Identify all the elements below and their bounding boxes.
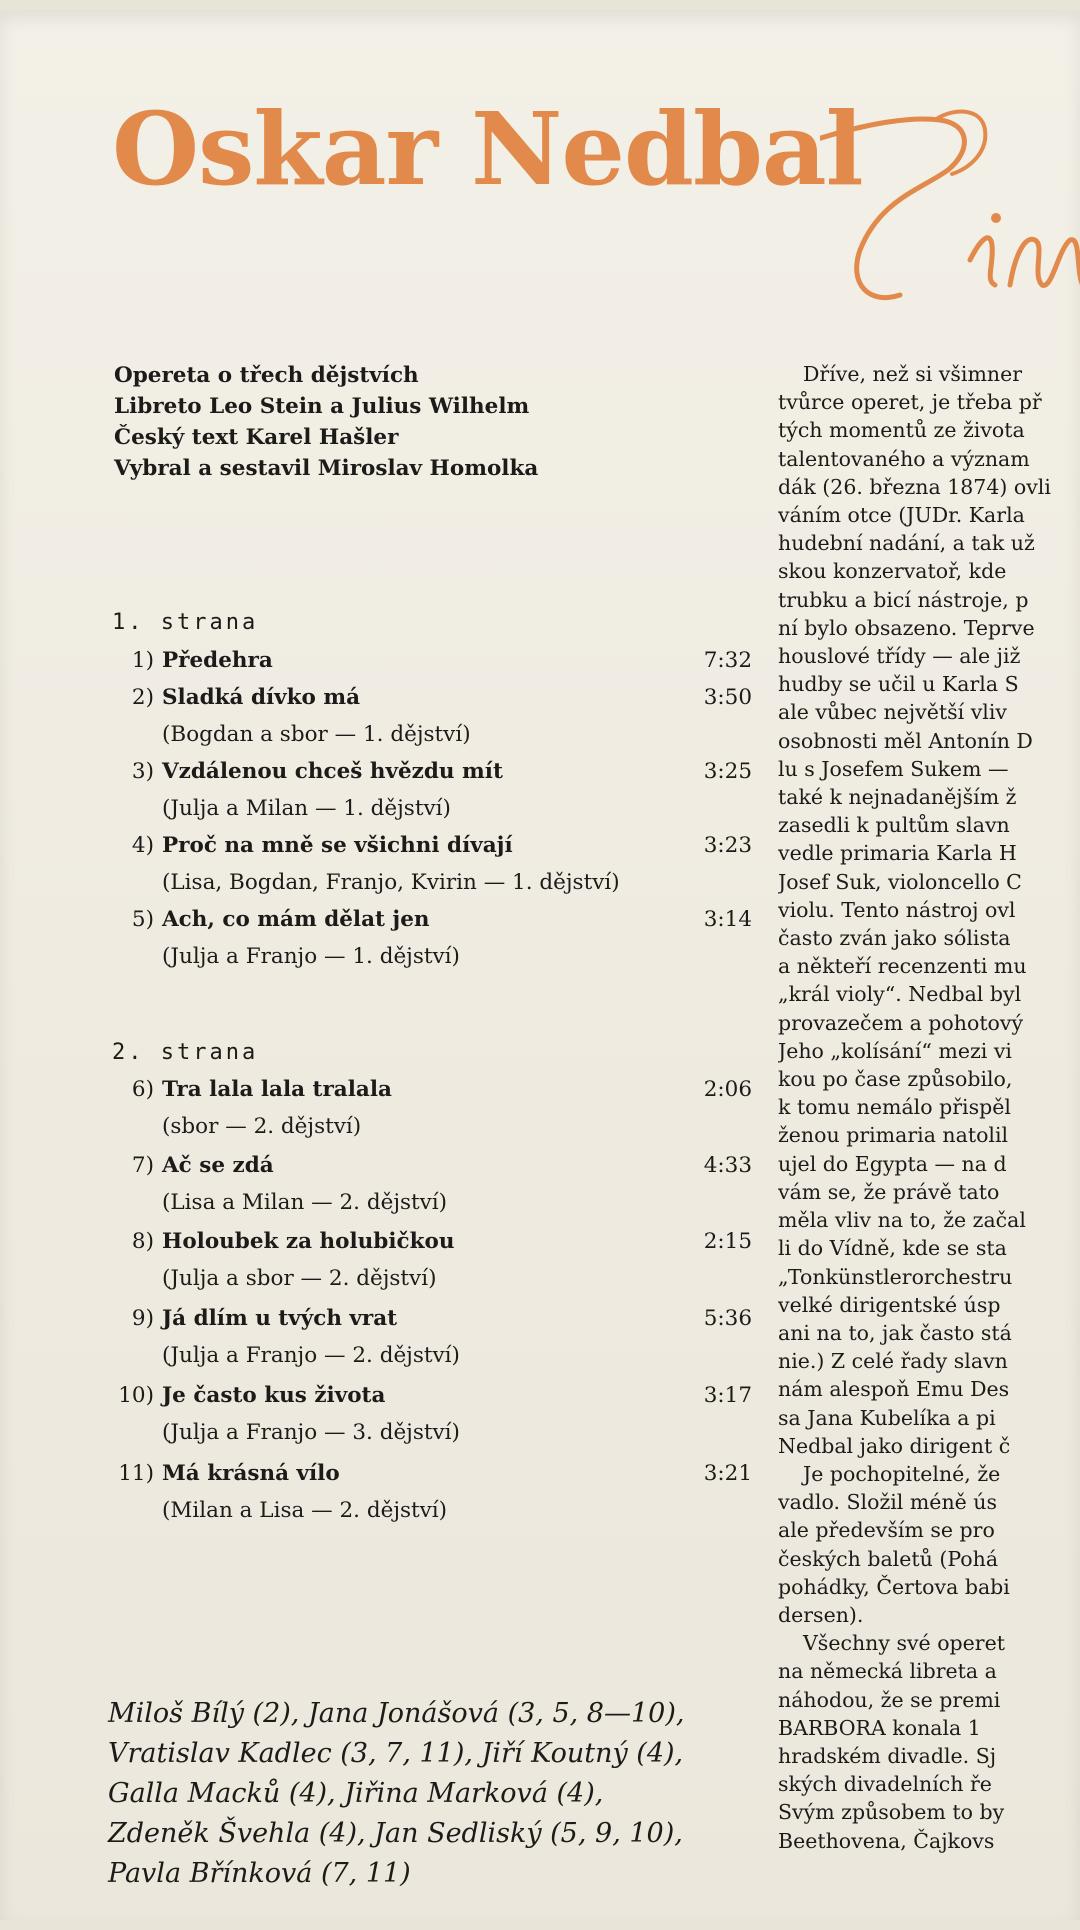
- track-performers: (Julja a Franjo — 1. dějství): [162, 944, 460, 969]
- liner-notes-line: na německá libreta a: [778, 1659, 997, 1684]
- track-time: 7:32: [703, 648, 752, 673]
- liner-notes-line: hudby se učil u Karla S: [778, 672, 1019, 697]
- liner-notes-line: violu. Tento nástroj ovl: [778, 897, 1016, 922]
- track-number: 11): [118, 1461, 154, 1486]
- liner-notes-line: ale především se pro: [778, 1518, 995, 1543]
- track-performers: (Lisa, Bogdan, Franjo, Kvirin — 1. dějství): [162, 870, 620, 895]
- track-performers: (Julja a Milan — 1. dějství): [162, 796, 451, 821]
- liner-notes-line: Je pochopitelné, že: [803, 1461, 1001, 1486]
- performers-list: [108, 1694, 684, 1894]
- track-number: 3): [131, 759, 154, 784]
- liner-notes-line: měla vliv na to, že začal: [778, 1208, 1026, 1233]
- side2-title: 2. strana: [112, 1040, 259, 1065]
- credit-line: Český text Karel Hašler: [114, 425, 399, 450]
- track-time: 3:23: [703, 833, 752, 858]
- track-row: [112, 1153, 752, 1215]
- liner-notes-line: vedle primaria Karla H: [778, 841, 1017, 866]
- track-performers: (sbor — 2. dějství): [162, 1114, 362, 1139]
- liner-notes-line: sa Jana Kubelíka a pi: [778, 1405, 996, 1430]
- liner-notes-line: k tomu nemálo přispěl: [778, 1095, 1011, 1120]
- performer-line: Galla Macků (4), Jiřina Marková (4),: [108, 1778, 604, 1809]
- liner-notes-line: velké dirigentské úsp: [778, 1292, 1001, 1317]
- liner-notes-line: nie.) Z celé řady slavn: [778, 1349, 1008, 1374]
- liner-notes-line: tvůrce operet, je třeba př: [778, 390, 1042, 415]
- track-name: Má krásná vílo: [162, 1461, 340, 1486]
- liner-notes-line: „Tonkünstlerorchestru: [778, 1264, 1013, 1289]
- track-row: [112, 1306, 752, 1368]
- track-row: [112, 833, 752, 895]
- credit-line: Vybral a sestavil Miroslav Homolka: [114, 456, 539, 481]
- liner-notes-line: osobnosti měl Antonín D: [778, 728, 1033, 753]
- liner-notes-line: ani na to, jak často stá: [778, 1320, 1012, 1345]
- track-number: 8): [131, 1229, 154, 1254]
- liner-notes-line: ní bylo obsazeno. Teprve: [778, 615, 1035, 640]
- track-time: 5:36: [703, 1306, 752, 1331]
- liner-notes-line: li do Vídně, kde se sta: [778, 1236, 1007, 1261]
- track-number: 9): [131, 1306, 154, 1331]
- performer-line: Vratislav Kadlec (3, 7, 11), Jiří Koutný (4),: [108, 1738, 684, 1769]
- liner-notes-line: ských divadelních ře: [778, 1772, 992, 1797]
- track-time: 2:06: [703, 1077, 752, 1102]
- track-row: [112, 685, 752, 747]
- track-number: 10): [118, 1383, 154, 1408]
- booklet-page: [0, 10, 1080, 1920]
- liner-notes-line: Beethovena, Čajkovs: [778, 1828, 995, 1853]
- liner-notes-line: často zván jako sólista: [778, 926, 1011, 951]
- track-number: 6): [131, 1077, 154, 1102]
- liner-notes-line: českých baletů (Pohá: [778, 1546, 999, 1571]
- track-row: [112, 759, 752, 821]
- liner-notes-line: Nedbal jako dirigent č: [778, 1433, 1011, 1458]
- track-time: 2:15: [703, 1229, 752, 1254]
- liner-notes-line: Jeho „kolísání“ mezi vi: [778, 1038, 1012, 1063]
- track-number: 5): [131, 907, 154, 932]
- track-name: Ach, co mám dělat jen: [162, 907, 430, 932]
- track-performers: (Julja a Franjo — 3. dějství): [162, 1420, 460, 1445]
- track-number: 2): [131, 685, 154, 710]
- track-name: Proč na mně se všichni dívají: [162, 833, 513, 858]
- credits-block: [114, 360, 538, 484]
- track-name: Vzdálenou chceš hvězdu mít: [162, 759, 503, 784]
- track-name: Je často kus života: [162, 1383, 386, 1408]
- track-time: 4:33: [703, 1153, 752, 1178]
- liner-notes-line: zasedli k pultům slavn: [778, 813, 1010, 838]
- track-name: Sladká dívko má: [162, 685, 361, 710]
- track-time: 3:17: [703, 1383, 752, 1408]
- liner-notes-line: lu s Josefem Sukem —: [778, 756, 1009, 781]
- composer-title: Oskar Nedbal: [112, 90, 863, 208]
- liner-notes-line: ale vůbec největší vliv: [778, 700, 1007, 725]
- liner-notes-line: vadlo. Složil méně ús: [778, 1490, 998, 1515]
- track-performers: (Julja a sbor — 2. dějství): [162, 1266, 437, 1291]
- track-time: 3:14: [703, 907, 752, 932]
- track-row: [112, 1229, 752, 1291]
- track-row: [112, 1461, 752, 1523]
- script-title-logo: [820, 90, 1080, 330]
- liner-notes-line: nám alespoň Emu Des: [778, 1377, 1010, 1402]
- liner-notes-line: provazečem a pohotový: [778, 1010, 1024, 1035]
- liner-notes-line: váním otce (JUDr. Karla: [778, 503, 1025, 528]
- track-number: 4): [131, 833, 154, 858]
- liner-notes-line: Dříve, než si všimner: [803, 362, 1023, 386]
- liner-notes-line: „král violy“. Nedbal byl: [778, 982, 1022, 1007]
- track-number: 1): [131, 648, 154, 673]
- track-name: Tra lala lala tralala: [162, 1077, 392, 1102]
- track-name: Ač se zdá: [162, 1153, 274, 1178]
- track-performers: (Lisa a Milan — 2. dějství): [162, 1190, 448, 1215]
- track-time: 3:50: [703, 685, 752, 710]
- track-row: [112, 1383, 752, 1445]
- track-row: [112, 1077, 752, 1139]
- track-row: [112, 648, 752, 684]
- track-performers: (Bogdan a sbor — 1. dějství): [162, 722, 471, 747]
- performer-line: Zdeněk Švehla (4), Jan Sedliský (5, 9, 10),: [108, 1818, 683, 1849]
- liner-notes-line: vám se, že právě tato: [778, 1179, 1000, 1204]
- liner-notes-line: také k nejnadanějším ž: [778, 785, 1017, 810]
- liner-notes-line: a někteří recenzenti mu: [778, 954, 1027, 979]
- track-row: [112, 907, 752, 969]
- performer-line: Pavla Břínková (7, 11): [108, 1858, 411, 1889]
- track-name: Předehra: [162, 648, 273, 673]
- track-name: Já dlím u tvých vrat: [162, 1306, 398, 1331]
- track-performers: (Milan a Lisa — 2. dějství): [162, 1498, 448, 1523]
- liner-notes-line: náhodou, že se premi: [778, 1687, 1001, 1712]
- credit-line: Opereta o třech dějstvích: [114, 363, 419, 388]
- credit-line: Libreto Leo Stein a Julius Wilhelm: [114, 394, 530, 419]
- track-time: 3:25: [703, 759, 752, 784]
- liner-notes-line: tých momentů ze života: [778, 418, 1025, 443]
- liner-notes-line: BARBORA konala 1: [778, 1715, 981, 1740]
- liner-notes-line: talentovaného a význam: [778, 446, 1030, 471]
- track-performers: (Julja a Franjo — 2. dějství): [162, 1343, 460, 1368]
- liner-notes-line: skou konzervatoř, kde: [778, 559, 1007, 584]
- liner-notes-line: Josef Suk, violoncello C: [778, 869, 1022, 894]
- liner-notes-line: Všechny své operet: [803, 1631, 1005, 1656]
- liner-notes-line: dersen).: [778, 1602, 864, 1627]
- track-name: Holoubek za holubičkou: [162, 1229, 455, 1254]
- liner-notes-line: kou po čase způsobilo,: [778, 1067, 1013, 1092]
- liner-notes-line: trubku a bicí nástroje, p: [778, 587, 1029, 612]
- liner-notes-line: ženou primaria natolil: [778, 1123, 1009, 1148]
- liner-notes-line: pohádky, Čertova babi: [778, 1574, 1010, 1599]
- side1-title: 1. strana: [112, 610, 259, 635]
- liner-notes-line: hudební nadání, a tak už: [778, 531, 1035, 556]
- liner-notes-line: houslové třídy — ale již: [778, 644, 1021, 669]
- liner-notes-line: ujel do Egypta — na d: [778, 1151, 1007, 1176]
- liner-notes-line: Svým způsobem to by: [778, 1800, 1005, 1825]
- track-number: 7): [131, 1153, 154, 1178]
- liner-notes-column: [778, 360, 1080, 1930]
- liner-notes-line: hradském divadle. Sj: [778, 1743, 997, 1768]
- liner-notes-line: dák (26. března 1874) ovli: [778, 474, 1051, 499]
- track-time: 3:21: [703, 1461, 752, 1486]
- performer-line: Miloš Bílý (2), Jana Jonášová (3, 5, 8—10),: [108, 1698, 685, 1729]
